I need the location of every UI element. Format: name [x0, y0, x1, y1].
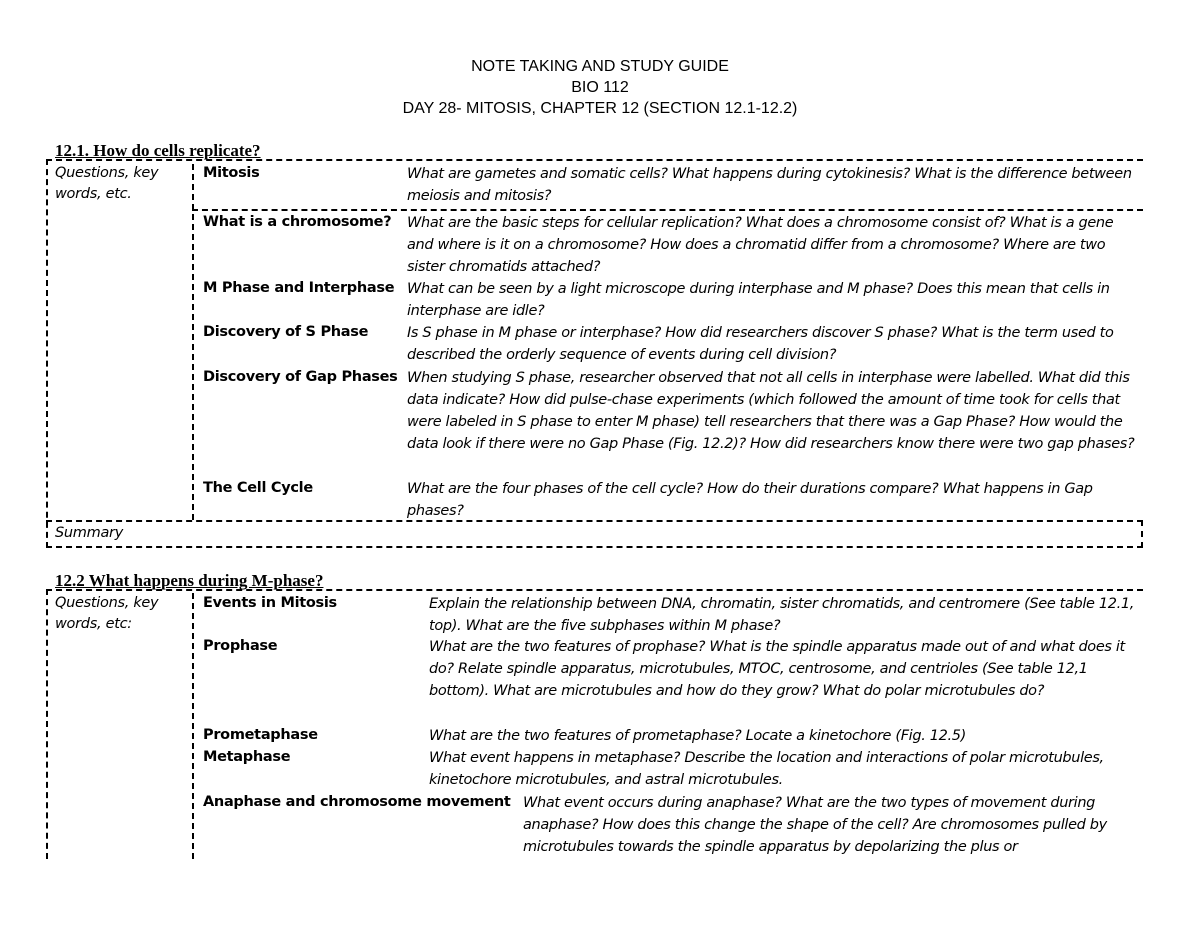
section-1-top-border [46, 159, 1143, 161]
summary-bottom-border [46, 546, 1143, 548]
questions-m-phase-interphase: What can be seen by a light microscope during interphase and M phase? Does this mean that cells in interphase are idle? [407, 281, 1110, 319]
questions-cell-cycle: What are the four phases of the cell cycle? How do their durations compare? What happens in Gap phases? [407, 481, 1093, 519]
topic-mitosis: Mitosis [203, 165, 260, 181]
section-2-side-label: Questions, key words, etc: [55, 595, 159, 632]
topic-gap-phases: Discovery of Gap Phases [203, 369, 398, 385]
course-code: BIO 112 [571, 79, 629, 96]
questions-s-phase: Is S phase in M phase or interphase? How did researchers discover S phase? What is the term used to described the orderly sequence of events during cell division? [407, 325, 1114, 363]
topic-s-phase: Discovery of S Phase [203, 324, 369, 340]
topic-events-in-mitosis: Events in Mitosis [203, 595, 337, 611]
section-1-column-divider [192, 164, 194, 520]
topic-anaphase: Anaphase and chromosome movement [203, 794, 511, 810]
section-2-title: 12.2 What happens during M-phase? [55, 571, 324, 590]
questions-chromosome: What are the basic steps for cellular replication? What does a chromosome consist of? What is a gene and where is it on a chromosome? How does a chromatid differ from a chromosome? Where are two sister chromatids attached? [407, 215, 1114, 275]
questions-events-in-mitosis: Explain the relationship between DNA, chromatin, sister chromatids, and centromere (See table 12.1, top). What are the five subphases within M phase? [429, 596, 1135, 634]
summary-label: Summary [55, 525, 123, 541]
section-2-left-border [46, 589, 48, 859]
questions-anaphase: What event occurs during anaphase? What are the two types of movement during anaphase? How does this change the shape of the cell? Are chromosomes pulled by microtubules towards the spindle apparatus by depolarizing the plus or [523, 795, 1107, 855]
questions-prophase: What are the two features of prophase? What is the spindle apparatus made out of and what does it do? Relate spindle apparatus, microtubules, MTOC, centrosome, and centrioles (See table 12,1 bottom). What are microtubules and how do they grow? What do polar microtubules do? [429, 639, 1125, 699]
section-1-title: 12.1. How do cells replicate? [55, 141, 261, 160]
questions-metaphase: What event happens in metaphase? Describe the location and interactions of polar microtubules, kinetochore microtubules, and astral microtubules. [429, 750, 1104, 788]
doc-title: NOTE TAKING AND STUDY GUIDE [471, 58, 729, 75]
topic-m-phase-interphase: M Phase and Interphase [203, 280, 395, 296]
topic-prophase: Prophase [203, 638, 278, 654]
summary-right-border [1141, 520, 1143, 548]
questions-prometaphase: What are the two features of prometaphase? Locate a kinetochore (Fig. 12.5) [429, 728, 966, 744]
topic-chromosome: What is a chromosome? [203, 214, 392, 230]
section-1-row-divider [192, 209, 1143, 211]
questions-gap-phases: When studying S phase, researcher observed that not all cells in interphase were labelled. What did this data indicate? How did pulse-chase experiments (which followed the amount of time took for cells that were labeled in S phase to enter M phase) tell researchers that there was a Gap Phase? How would the data look if there were no Gap Phase (Fig. 12.2)? How did researchers know there were two gap phases? [407, 370, 1135, 452]
section-1-left-border [46, 159, 48, 548]
topic-cell-cycle: The Cell Cycle [203, 480, 313, 496]
section-1-side-label: Questions, key words, etc. [55, 165, 159, 202]
topic-prometaphase: Prometaphase [203, 727, 318, 743]
questions-mitosis: What are gametes and somatic cells? What happens during cytokinesis? What is the difference between meiosis and mitosis? [407, 166, 1132, 204]
day-topic: DAY 28- MITOSIS, CHAPTER 12 (SECTION 12.1-12.2) [402, 100, 798, 117]
section-2-column-divider [192, 593, 194, 859]
topic-metaphase: Metaphase [203, 749, 291, 765]
section-2-top-border [46, 589, 1143, 591]
